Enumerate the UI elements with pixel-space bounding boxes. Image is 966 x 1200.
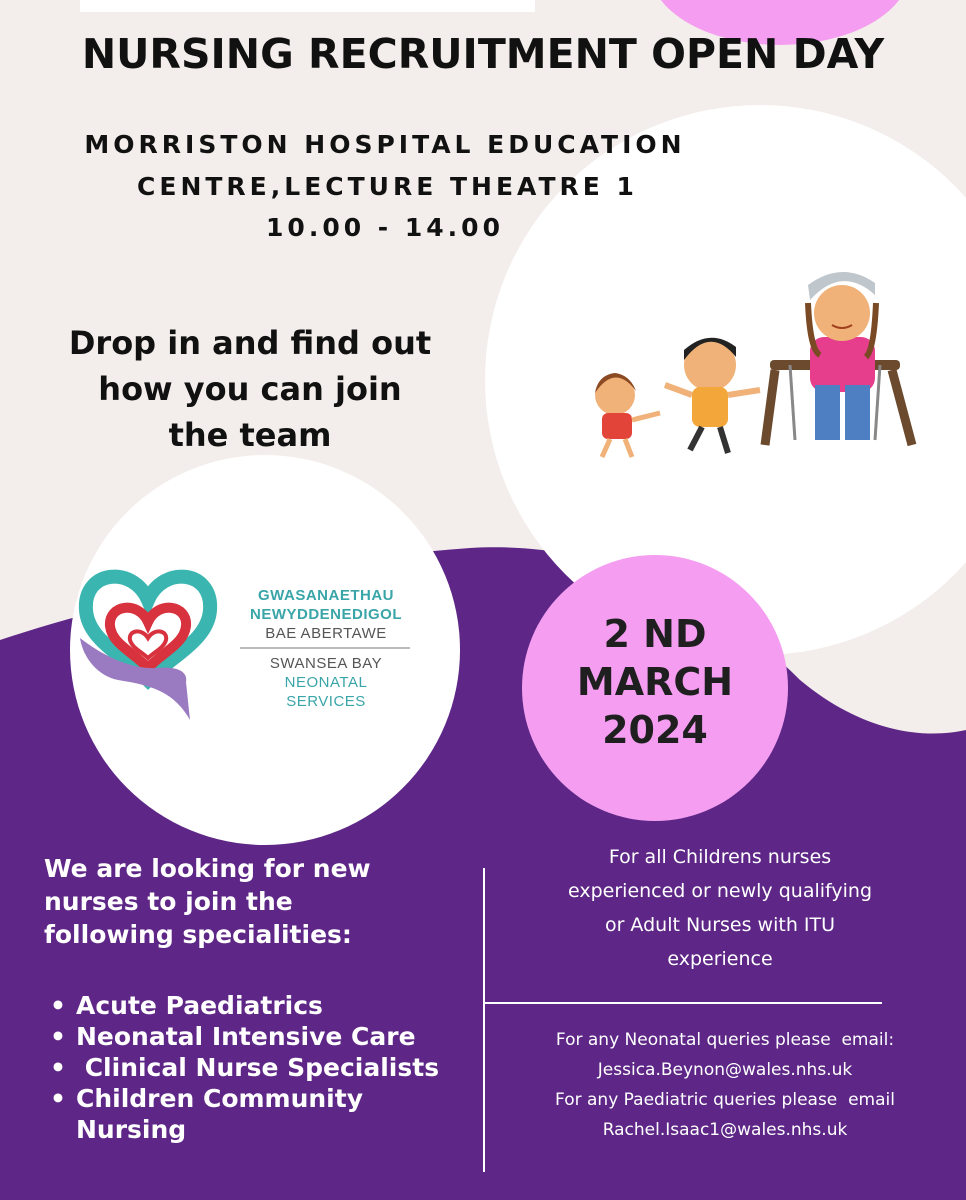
top-white-bar bbox=[80, 0, 535, 12]
eligibility-text bbox=[490, 840, 950, 976]
recruitment-intro-line-1: We are looking for new bbox=[44, 854, 371, 883]
tagline-line-1: Drop in and find out bbox=[68, 324, 432, 362]
event-date-year: 2024 bbox=[602, 708, 708, 752]
eligibility-line-4: experience bbox=[667, 948, 773, 970]
boy-figure bbox=[665, 338, 760, 453]
speciality-item: • Neonatal Intensive Care bbox=[50, 1022, 416, 1051]
bullet-icon: • bbox=[50, 1022, 66, 1051]
speciality-item: • Clinical Nurse Specialists bbox=[50, 1053, 440, 1082]
logo-english-name-3: SERVICES bbox=[286, 693, 366, 710]
recruitment-intro bbox=[44, 852, 464, 951]
eligibility-line-3: or Adult Nurses with ITU bbox=[604, 914, 836, 936]
neonatal-contact-label: For any Neonatal queries please email: bbox=[555, 1030, 895, 1050]
logo-divider bbox=[240, 647, 410, 649]
venue-line-2: CENTRE,LECTURE THEATRE 1 bbox=[137, 172, 638, 201]
recruitment-intro-line-3: following specialities: bbox=[44, 920, 352, 949]
eligibility-line-2: experienced or newly qualifying bbox=[568, 880, 872, 902]
logo-welsh-name-2: NEWYDDENEDIGOL bbox=[249, 606, 402, 623]
wheelchair-girl-figure bbox=[765, 272, 912, 445]
bullet-icon: • bbox=[50, 991, 66, 1020]
neonatal-services-logo-icon bbox=[78, 560, 218, 725]
bullet-icon: • bbox=[50, 1053, 66, 1082]
tagline bbox=[40, 320, 460, 458]
event-date-day: 2 ND bbox=[603, 612, 707, 656]
tagline-line-2: how you can join bbox=[98, 370, 402, 408]
recruitment-intro-line-2: nurses to join the bbox=[44, 887, 293, 916]
event-time: 10.00 - 14.00 bbox=[266, 213, 504, 242]
contact-info bbox=[490, 1025, 960, 1145]
speciality-item: • Children Community bbox=[50, 1084, 363, 1113]
logo-welsh-name-3: BAE ABERTAWE bbox=[265, 625, 387, 642]
venue-line-1: MORRISTON HOSPITAL EDUCATION bbox=[84, 130, 686, 159]
paediatric-contact-email[interactable]: Rachel.Isaac1@wales.nhs.uk bbox=[602, 1120, 848, 1140]
speciality-item: • Acute Paediatrics bbox=[50, 991, 323, 1020]
logo-english-name-2: NEONATAL bbox=[284, 674, 368, 691]
event-date bbox=[540, 610, 770, 754]
logo-welsh-name-1: GWASANAETHAU bbox=[258, 587, 394, 604]
small-girl-figure bbox=[595, 373, 660, 457]
tagline-line-3: the team bbox=[168, 416, 332, 454]
logo-english-name-1: SWANSEA BAY bbox=[269, 655, 383, 672]
paediatric-contact-label: For any Paediatric queries please email bbox=[555, 1090, 895, 1110]
page-title: NURSING RECRUITMENT OPEN DAY bbox=[81, 30, 885, 78]
children-illustration bbox=[570, 265, 940, 465]
eligibility-line-1: For all Childrens nurses bbox=[608, 846, 832, 868]
event-date-month: MARCH bbox=[576, 660, 734, 704]
speciality-item-continuation: Nursing bbox=[76, 1115, 187, 1144]
specialities-list bbox=[44, 990, 439, 1145]
neonatal-contact-email[interactable]: Jessica.Beynon@wales.nhs.uk bbox=[597, 1060, 853, 1080]
bullet-icon: • bbox=[50, 1084, 66, 1113]
